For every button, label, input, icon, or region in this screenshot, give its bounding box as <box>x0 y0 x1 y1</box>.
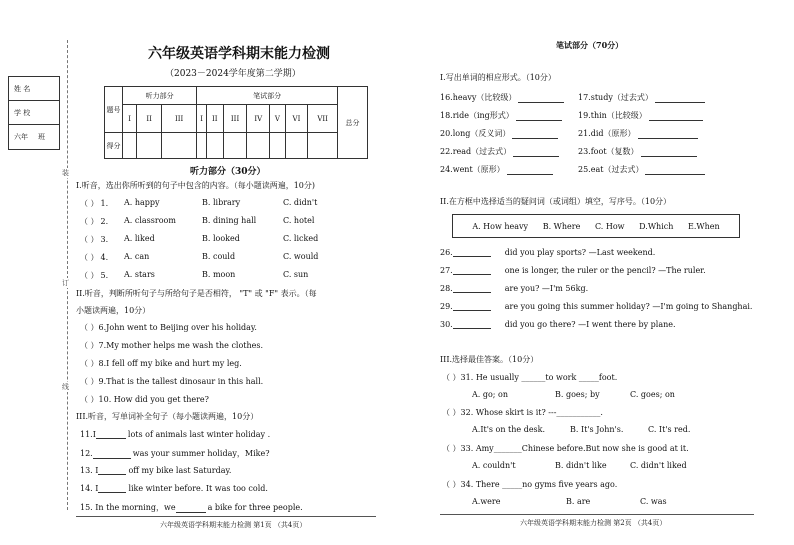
page-title: 六年级英语学科期末能力检测 <box>148 46 330 62</box>
written-section-header: 笔试部分（70分） <box>556 40 624 50</box>
q-text: 33. Amy_______Chinese before.But now she is good at it. <box>460 444 689 453</box>
score-col: V <box>270 105 286 133</box>
word-prompt: 23.foot（复数） <box>578 147 639 156</box>
option-a: A. liked <box>124 234 155 243</box>
option-item: C. How <box>594 221 625 231</box>
mc-question <box>442 479 617 490</box>
blank[interactable] <box>512 138 558 139</box>
word-form-item <box>578 146 697 157</box>
fill-item <box>80 448 270 459</box>
option-c: C. would <box>283 252 319 261</box>
score-cell[interactable] <box>285 133 308 159</box>
word-form-item <box>578 128 698 139</box>
mc-question <box>442 372 617 383</box>
footer-divider-right <box>440 514 754 515</box>
score-cell[interactable] <box>270 133 286 159</box>
class-label <box>9 125 59 149</box>
blank[interactable] <box>453 328 491 329</box>
tf-item: （ ）9.That is the tallest dinosaur in this hall. <box>80 377 264 386</box>
score-cell[interactable] <box>197 133 207 159</box>
binding-mark-2: 订 <box>62 279 69 287</box>
word-prompt: 16.heavy（比较级） <box>440 93 517 102</box>
q-num: 4. <box>100 253 109 262</box>
choice-row <box>80 270 108 281</box>
q-num: 1. <box>100 199 109 208</box>
answer-paren[interactable]: （ ） <box>80 235 99 244</box>
word-prompt: 24.went（原形） <box>440 165 505 174</box>
name-label: 姓 名 <box>9 77 59 101</box>
fill-item <box>80 484 268 493</box>
listening-section-title: 听力部分（30分） <box>190 167 266 177</box>
fill-item <box>80 466 231 475</box>
answer-paren[interactable]: （ ） <box>442 373 461 382</box>
word-prompt: 19.thin（比较级） <box>578 111 647 120</box>
option-item: D.Which <box>639 221 674 231</box>
tf-item: （ ）6.John went to Beijing over his holiday. <box>80 323 257 332</box>
blank[interactable] <box>98 492 126 493</box>
word-form-item <box>440 92 564 103</box>
option-c: C. was <box>640 497 667 506</box>
choice-row <box>80 216 108 227</box>
answer-paren[interactable]: （ ） <box>80 253 99 262</box>
option-b: B. moon <box>202 270 236 279</box>
listen-part2-title: II.听音，判断所听句子与所给句子是否相符， "T" 或 "F" 表示。（每 <box>76 289 317 298</box>
wh-question <box>440 284 588 293</box>
fill-post: lots of animals last winter holiday . <box>127 430 271 439</box>
score-col: II <box>137 105 162 133</box>
footer-right: 六年级英语学科期末能力检测 第2页 （共4页） <box>520 519 667 527</box>
score-col: I <box>197 105 207 133</box>
wh-question <box>440 266 706 275</box>
score-th-written: 笔试部分 <box>197 87 338 105</box>
score-cell[interactable] <box>247 133 270 159</box>
written-part1-title: I.写出单词的相应形式。（10分） <box>440 73 556 82</box>
option-c: C. goes; on <box>630 390 675 399</box>
word-form-item <box>440 128 558 139</box>
option-a: A.It's on the desk. <box>472 425 546 434</box>
q-num: 5. <box>100 271 109 280</box>
choice-row <box>80 252 108 263</box>
blank[interactable] <box>96 438 126 439</box>
q-text: are you? —I'm 56kg. <box>504 284 589 293</box>
listen-part2-title-cont: 小题读两遍，10分） <box>76 306 151 315</box>
q-num: 29. <box>440 302 453 311</box>
option-a: A. classroom <box>124 216 176 225</box>
choice-row <box>80 198 108 209</box>
blank[interactable] <box>516 120 562 121</box>
fill-pre: 12. <box>80 449 93 458</box>
fill-post: a bike for three people. <box>207 503 303 512</box>
wh-question <box>440 320 676 329</box>
blank[interactable] <box>176 512 206 513</box>
word-form-item <box>440 146 559 157</box>
word-form-item <box>578 164 705 175</box>
answer-paren[interactable]: （ ） <box>80 271 99 280</box>
option-b: B. library <box>202 198 241 207</box>
option-b: B. dining hall <box>202 216 257 225</box>
option-a: A. go; on <box>472 390 509 399</box>
word-form-item <box>440 110 562 121</box>
q-text: 31. He usually ______to work _____foot. <box>460 373 618 382</box>
answer-paren[interactable]: （ ） <box>80 199 99 208</box>
q-num: 28. <box>440 284 453 293</box>
option-c: C. didn't liked <box>630 461 687 470</box>
option-a: A. couldn't <box>472 461 516 470</box>
option-a: A.were <box>472 497 501 506</box>
blank[interactable] <box>641 156 697 157</box>
fill-post: was your summer holiday，Mike? <box>132 449 270 458</box>
q-num: 26. <box>440 248 453 257</box>
q-text: one is longer, the ruler or the pencil? —The ruler. <box>504 266 706 275</box>
word-form-item <box>578 92 705 103</box>
option-a: A. happy <box>124 198 160 207</box>
wh-question <box>440 302 752 311</box>
q-num: 2. <box>100 217 109 226</box>
score-cell[interactable] <box>137 133 162 159</box>
score-th-listen: 听力部分 <box>123 87 197 105</box>
blank[interactable] <box>453 310 491 311</box>
word-prompt: 22.read（过去式） <box>440 147 512 156</box>
option-c: C. licked <box>283 234 319 243</box>
blank[interactable] <box>649 120 703 121</box>
word-form-item <box>440 164 553 175</box>
option-b: B. could <box>202 252 236 261</box>
word-prompt: 17.study（过去式） <box>578 93 653 102</box>
footer-left: 六年级英语学科期末能力检测 第1页 （共4页） <box>160 521 307 529</box>
answer-paren[interactable]: （ ） <box>442 480 461 489</box>
option-c: C. It's red. <box>648 425 691 434</box>
blank[interactable] <box>655 102 705 103</box>
score-cell[interactable] <box>123 133 137 159</box>
word-prompt: 25.eat（过去式） <box>578 165 644 174</box>
blank[interactable] <box>93 458 131 459</box>
wh-question <box>440 248 655 257</box>
fill-pre: 14. I <box>80 484 99 493</box>
choice-row <box>80 234 108 245</box>
option-b: B. looked <box>202 234 240 243</box>
fill-item <box>80 430 270 439</box>
score-cell[interactable] <box>161 133 196 159</box>
q-text: did you play sports? —Last weekend. <box>504 248 656 257</box>
q-text: 34. There _____no gyms five years ago. <box>460 480 618 489</box>
blank[interactable] <box>453 292 491 293</box>
score-table <box>104 86 368 159</box>
page-subtitle: （2023－2024学年度第二学期） <box>165 69 301 79</box>
tf-item: （ ）10. How did you get there? <box>80 395 209 404</box>
blank[interactable] <box>645 174 705 175</box>
option-a: A. can <box>124 252 150 261</box>
binding-mark-1: 装 <box>62 169 69 177</box>
score-th-defen: 得分 <box>105 133 123 159</box>
binding-mark-3: 线 <box>62 383 69 391</box>
word-form-item <box>578 110 703 121</box>
footer-divider <box>76 516 376 517</box>
option-a: A. stars <box>124 270 155 279</box>
fill-pre: 11.I <box>80 430 96 439</box>
blank[interactable] <box>638 138 698 139</box>
score-col: II <box>206 105 223 133</box>
fill-pre: 15. In the morning，we <box>80 503 176 512</box>
blank[interactable] <box>98 474 126 475</box>
score-col: I <box>123 105 137 133</box>
score-col: VII <box>308 105 338 133</box>
score-col: VI <box>285 105 308 133</box>
listen-part3-title: III.听音，写单词补全句子（每小题读两遍，10分） <box>76 412 259 421</box>
blank[interactable] <box>453 256 491 257</box>
score-cell[interactable] <box>223 133 247 159</box>
fill-pre: 13. I <box>80 466 99 475</box>
written-part2-title: II.在方框中选择适当的疑问词（或词组）填空，写序号。（10分） <box>440 197 672 206</box>
school-label: 学 校 <box>9 101 59 125</box>
student-info-box <box>8 76 60 150</box>
q-num: 30. <box>440 320 453 329</box>
blank[interactable] <box>453 274 491 275</box>
score-th-total: 总分 <box>338 87 368 159</box>
option-b: B. didn't like <box>555 461 607 470</box>
options-box <box>452 214 740 238</box>
score-cell[interactable] <box>206 133 223 159</box>
q-text: are you going this summer holiday? —I'm going to Shanghai. <box>504 302 753 311</box>
word-prompt: 18.ride（ing形式） <box>440 111 514 120</box>
q-num: 3. <box>100 235 109 244</box>
tf-item: （ ）7.My mother helps me wash the clothes. <box>80 341 264 350</box>
listen-part1-title: I.听音，选出你所听到的句子中包含的内容。（每小题读两遍，10分) <box>76 181 316 190</box>
option-c: C. hotel <box>283 216 315 225</box>
written-part3-title: III.选择最佳答案。（10分） <box>440 355 539 364</box>
score-th-tihao: 题号 <box>105 87 123 133</box>
fill-post: like winter before. It was too cold. <box>128 484 268 493</box>
score-col: IV <box>247 105 270 133</box>
option-item: E.When <box>688 221 720 231</box>
blank[interactable] <box>518 102 564 103</box>
answer-paren[interactable]: （ ） <box>442 444 461 453</box>
q-num: 27. <box>440 266 453 275</box>
option-item: B. Where <box>542 221 581 231</box>
q-text: 32. Whose skirt is it? ---___________. <box>460 408 603 417</box>
option-b: B. It's John's. <box>570 425 624 434</box>
option-c: C. sun <box>283 270 309 279</box>
option-b: B. goes; by <box>555 390 600 399</box>
answer-paren[interactable]: （ ） <box>442 408 461 417</box>
option-b: B. are <box>566 497 591 506</box>
word-prompt: 20.long（反义词） <box>440 129 511 138</box>
answer-paren[interactable]: （ ） <box>80 217 99 226</box>
mc-question <box>442 443 689 454</box>
grade-text: 六年 <box>14 133 28 141</box>
option-item: A. How heavy <box>472 221 529 231</box>
score-cell[interactable] <box>308 133 338 159</box>
word-prompt: 21.did（原形） <box>578 129 636 138</box>
option-c: C. didn't <box>283 198 318 207</box>
class-text: 班 <box>38 133 45 141</box>
tf-item: （ ）8.I fell off my bike and hurt my leg. <box>80 359 242 368</box>
score-col: III <box>161 105 196 133</box>
blank[interactable] <box>513 156 559 157</box>
score-col: III <box>223 105 247 133</box>
fill-item <box>80 502 303 513</box>
q-text: did you go there? —I went there by plane. <box>504 320 676 329</box>
fill-post: off my bike last Saturday. <box>128 466 232 475</box>
mc-question <box>442 407 603 418</box>
blank[interactable] <box>507 174 553 175</box>
binding-line <box>67 40 68 510</box>
